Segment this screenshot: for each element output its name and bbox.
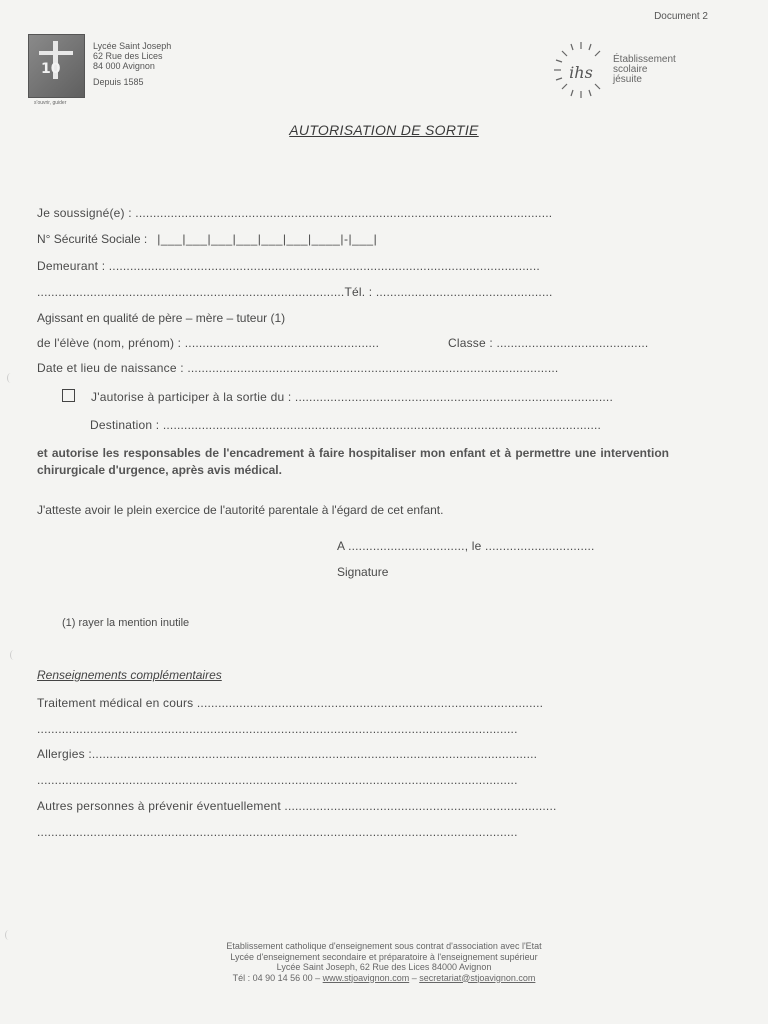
renseignements-title: Renseignements complémentaires (37, 668, 222, 682)
logo-caption: s'ouvrir, guider (34, 100, 67, 106)
secu-boxes[interactable]: |___|___|___|___|___|___|____|-|___| (157, 232, 378, 246)
footnote: (1) rayer la mention inutile (62, 617, 190, 629)
jesuit-sun-emblem-icon (552, 40, 610, 100)
document-number-label: Document 2 (654, 11, 708, 22)
allergies-field-2[interactable]: ........................................................................................................................................ (37, 773, 518, 787)
logo-number: 10 (41, 61, 61, 77)
ihs-monogram: ihs (569, 63, 593, 82)
lieu-date-field[interactable]: A ................................., le ............................... (337, 539, 595, 553)
classe-field[interactable]: Classe : ........................................... (448, 336, 649, 350)
jesuit-label: Établissement scolaire jésuite (613, 54, 676, 85)
email-link[interactable]: secretariat@stjoavignon.com (419, 972, 536, 983)
traitement-field-2[interactable]: ........................................................................................................................................ (37, 722, 518, 736)
page-title: AUTORISATION DE SORTIE (289, 122, 479, 138)
footer-contact: Tél : 04 90 14 56 00 – www.stjoavignon.com – secretariat@stjoavignon.com (232, 972, 536, 983)
soussigne-field[interactable]: Je soussigné(e) : ...................................................................................................................... (37, 206, 553, 220)
naissance-field[interactable]: Date et lieu de naissance : ......................................................................................................... (37, 361, 559, 375)
signature-label: Signature (337, 565, 389, 579)
school-city: 84 000 Avignon (93, 61, 155, 71)
autorise-text: J'autorise à participer à la sortie du : .......................................................................................... (91, 390, 613, 404)
autres-field[interactable]: Autres personnes à prévenir éventuellement ............................................................................. (37, 799, 557, 813)
qualite-line: Agissant en qualité de père – mère – tuteur (1) (37, 311, 286, 325)
hospitalisation-paragraph: et autorise les responsables de l'encadrement à faire hospitaliser mon enfant et à permettre une intervention chirurgicale d'urgence, après avis médical. (37, 446, 669, 477)
secu-label: N° Sécurité Sociale : (37, 232, 148, 246)
school-name: Lycée Saint Joseph (93, 41, 172, 51)
autres-field-2[interactable]: ........................................................................................................................................ (37, 825, 518, 839)
eleve-field[interactable]: de l'élève (nom, prénom) : ....................................................... (37, 336, 380, 350)
school-since: Depuis 1585 (93, 77, 144, 87)
scan-mark (7, 373, 14, 383)
scan-mark (5, 930, 12, 940)
footer: Etablissement catholique d'enseignement sous contrat d'association avec l'Etat Lycée d'enseignement secondaire et préparatoire à l'enseignement supérieur Lycée Saint Joseph, 62 Rue des Lices 84000 Avignon Tél : 04 90 14 56 00 – www.stjoavignon.com – secretariat@stjoavignon.com (0, 941, 768, 983)
school-logo (28, 34, 85, 98)
autorise-checkbox[interactable] (62, 389, 75, 402)
autorise-row[interactable] (62, 389, 613, 404)
allergies-field[interactable]: Allergies :.............................................................................................................................. (37, 747, 538, 761)
website-link[interactable]: www.stjoavignon.com (322, 972, 410, 983)
scan-mark (10, 650, 17, 660)
demeurant-field[interactable]: Demeurant : .......................................................................................................................... (37, 259, 540, 273)
destination-field[interactable]: Destination : ............................................................................................................................ (90, 418, 602, 432)
atteste-line: J'atteste avoir le plein exercice de l'autorité parentale à l'égard de cet enfant. (37, 503, 444, 517)
school-street: 62 Rue des Lices (93, 51, 163, 61)
secu-field[interactable] (37, 232, 377, 246)
traitement-field[interactable]: Traitement médical en cours .................................................................................................. (37, 696, 544, 710)
school-address-block (93, 41, 171, 87)
address-tel-field[interactable]: .......................................................................................Tél. : .................................................. (37, 285, 553, 299)
